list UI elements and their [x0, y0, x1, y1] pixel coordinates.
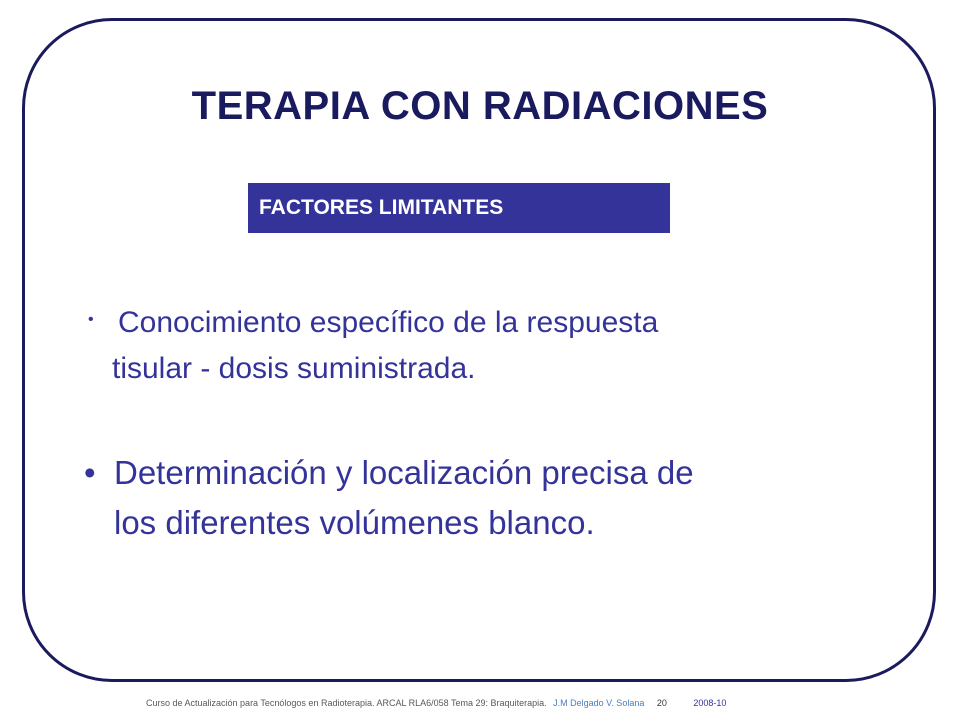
bullet-item	[88, 300, 908, 392]
footer-year: 2008-10	[693, 698, 727, 708]
subtitle-text: FACTORES LIMITANTES	[259, 196, 504, 219]
footer-author: J.M Delgado V. Solana	[553, 698, 645, 708]
slide-footer	[146, 698, 726, 708]
bullet-line: tisular - dosis suministrada.	[112, 352, 476, 385]
subtitle-banner	[248, 183, 670, 233]
footer-course: Curso de Actualización para Tecnólogos en Radioterapia. ARCAL RLA6/058 Tema 29: Braquiterapia.	[146, 698, 547, 708]
bullet-dot-icon: •	[88, 311, 94, 328]
slide-title: TERAPIA CON RADIACIONES	[191, 84, 769, 128]
footer-page-number: 20	[656, 698, 667, 708]
bullet-item	[84, 448, 924, 548]
bullet-line: los diferentes volúmenes blanco.	[114, 504, 595, 541]
bullet-line: Conocimiento específico de la respuesta	[118, 306, 659, 339]
bullet-dot-icon: •	[84, 454, 96, 491]
bullet-line: Determinación y localización precisa de	[114, 454, 694, 491]
